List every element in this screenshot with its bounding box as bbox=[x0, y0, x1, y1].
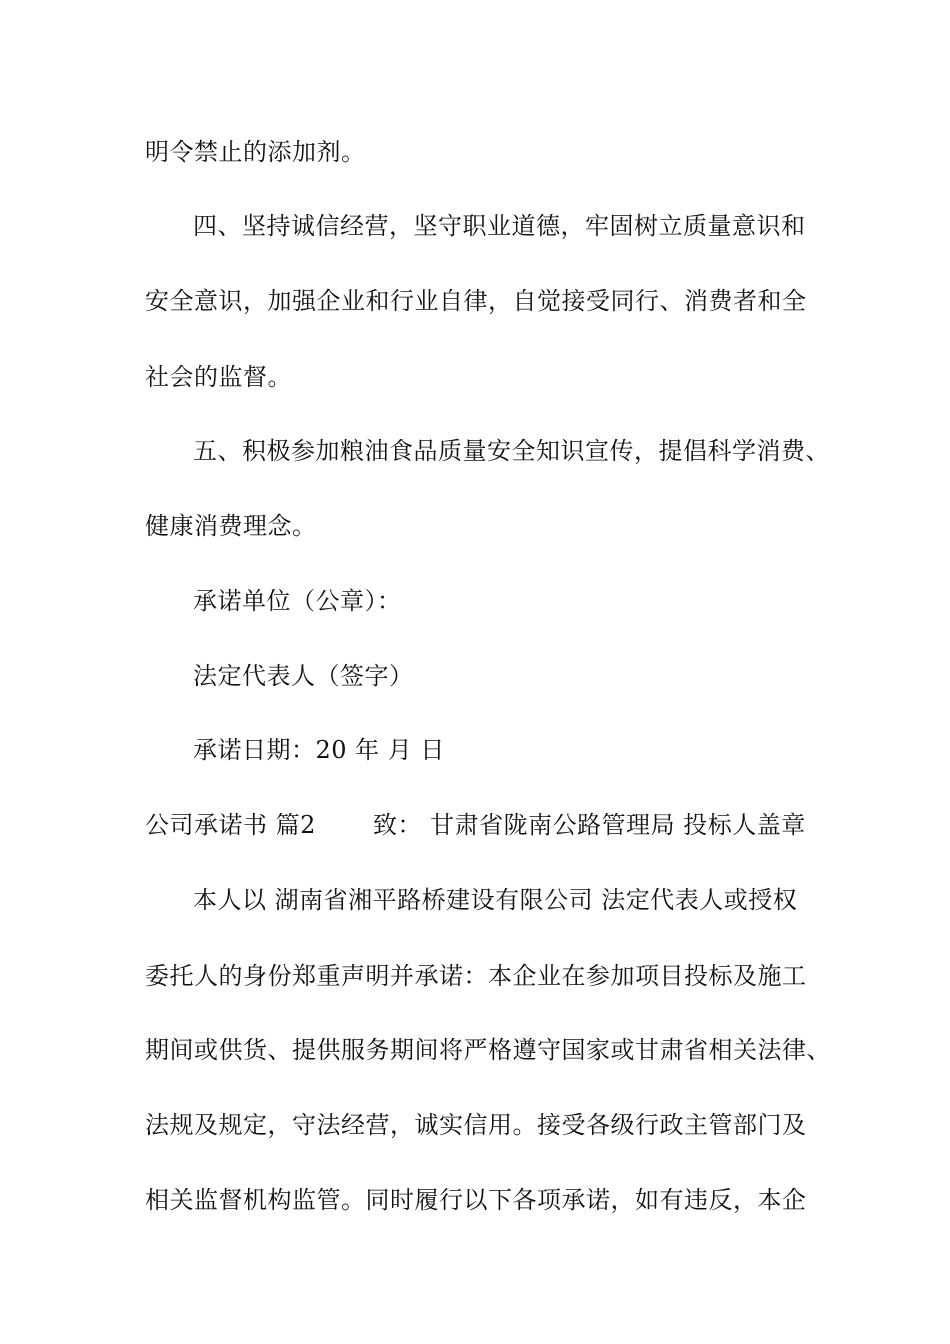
text-line: 五、积极参加粮油食品质量安全知识宣传，提倡科学消费、 bbox=[193, 437, 830, 465]
text-line: 相关监督机构监管。同时履行以下各项承诺，如有违反，本企 bbox=[145, 1186, 807, 1214]
section-heading: 公司承诺书 篇2 致： 甘肃省陇南公路管理局 投标人盖章 bbox=[145, 811, 806, 839]
text-line: 法规及规定，守法经营，诚实信用。接受各级行政主管部门及 bbox=[145, 1111, 807, 1139]
text-line: 安全意识，加强企业和行业自律，自觉接受同行、消费者和全 bbox=[145, 287, 807, 315]
text-line: 本人以 湖南省湘平路桥建设有限公司 法定代表人或授权 bbox=[193, 886, 798, 914]
text-line: 期间或供货、提供服务期间将严格遵守国家或甘肃省相关法律、 bbox=[145, 1036, 831, 1064]
text-line: 社会的监督。 bbox=[145, 363, 292, 391]
commitment-date-label: 承诺日期：20 年 月 日 bbox=[193, 736, 445, 764]
text-line: 明令禁止的添加剂。 bbox=[145, 138, 366, 166]
signature-unit-label: 承诺单位（公章）： bbox=[193, 587, 402, 615]
text-line: 健康消费理念。 bbox=[145, 512, 317, 540]
legal-representative-label: 法定代表人（签字） bbox=[193, 662, 414, 690]
text-line: 委托人的身份郑重声明并承诺：本企业在参加项目投标及施工 bbox=[145, 962, 807, 990]
text-line: 四、坚持诚信经营，坚守职业道德，牢固树立质量意识和 bbox=[193, 212, 806, 240]
